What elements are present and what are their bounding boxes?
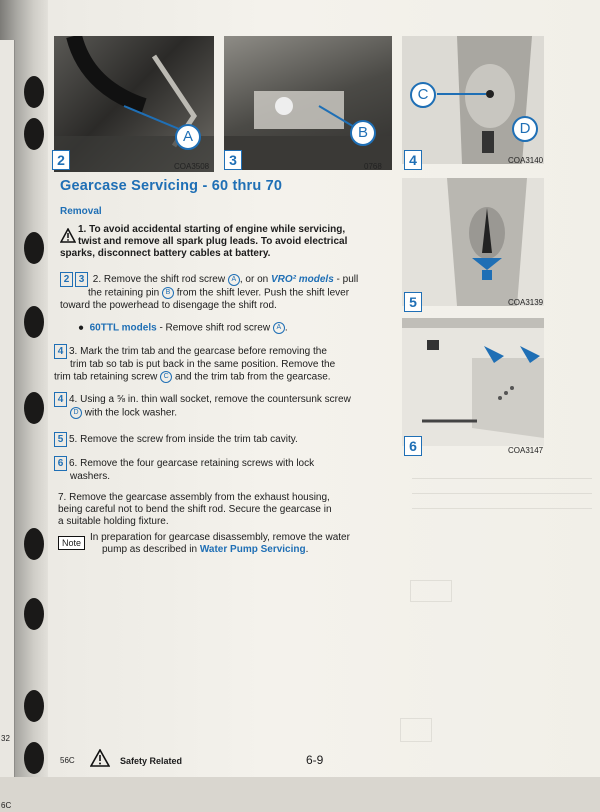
section-subtitle: Removal [60, 206, 102, 217]
callout-ref: B [162, 287, 174, 299]
figure-2-photo [54, 36, 214, 172]
figure-number: 5 [404, 292, 422, 312]
figure-5-photo [402, 178, 544, 306]
figure-ref-box: 2 [60, 272, 73, 287]
margin-mark: 32 [1, 734, 10, 743]
underlying-page [0, 40, 15, 810]
figure-ref-box: 6 [54, 456, 67, 471]
engine-hose-illustration [54, 36, 214, 172]
callout-a: A [175, 124, 201, 150]
page-number: 6-9 [306, 753, 324, 767]
step-text: toward the powerhead to disengage the shift rod. [60, 299, 277, 311]
figure-ref-box: 3 [75, 272, 88, 287]
step-text: a suitable holding fixture. [58, 516, 169, 527]
note-text: pump as described in [102, 544, 200, 555]
step-text: 3. Mark the trim tab and the gearcase before removing the [69, 346, 327, 358]
figure-ref-box: 4 [54, 392, 67, 407]
figure-ref-box: 4 [54, 344, 67, 359]
figure-number: 2 [52, 150, 70, 170]
footer-code: 56C [60, 756, 75, 765]
binder-hole [24, 232, 44, 264]
callout-ref: A [228, 274, 240, 286]
step-text: 7. Remove the gearcase assembly from the exhaust housing, [58, 492, 330, 503]
binder-hole [24, 118, 44, 150]
step-text: 5. Remove the screw from inside the trim tab cavity. [69, 434, 298, 446]
step-7 [58, 492, 386, 528]
bullet-text: - Remove shift rod screw [156, 322, 271, 334]
step-text: washers. [70, 471, 111, 482]
gearcase-illustration [402, 318, 544, 446]
figure-4-photo [402, 36, 544, 164]
note-text: . [305, 544, 309, 555]
figure-6-photo [402, 318, 544, 446]
binder-hole [24, 528, 44, 560]
figure-3-photo [224, 36, 392, 170]
figure-code: 0768 [364, 162, 382, 171]
callout-c: C [410, 82, 436, 108]
figure-ref-box: 5 [54, 432, 67, 447]
callout-ref: D [70, 407, 82, 419]
step-6 [54, 456, 384, 483]
figure-number: 4 [404, 150, 422, 170]
figure-code: COA3147 [508, 446, 544, 455]
step-text: from the shift lever. Push the shift lever [176, 287, 350, 299]
step-text: 6. Remove the four gearcase retaining screws with lock [69, 458, 315, 470]
step-4 [54, 392, 384, 420]
bullet-60ttl: ● 60TTL models - Remove shift rod screw A . [78, 322, 288, 334]
binder-hole [24, 392, 44, 424]
section-title: Gearcase Servicing - 60 thru 70 [60, 178, 283, 194]
margin-mark-2: 6C [1, 801, 12, 810]
step-text: trim tab retaining screw [54, 371, 158, 383]
binder-hole [24, 306, 44, 338]
model-ref: 60TTL models [89, 322, 157, 334]
shift-lever-illustration [224, 36, 392, 170]
model-ref: VRO² models [270, 274, 334, 286]
step-5 [54, 432, 298, 447]
figure-number: 6 [404, 436, 422, 456]
note-text: In preparation for gearcase disassembly, remove the water [90, 532, 350, 543]
note-label: Note [58, 536, 85, 550]
warning-line: sparks, disconnect battery cables at battery. [60, 248, 271, 259]
step-text: 4. Using a ⅝ in. thin wall socket, remove the countersunk screw [69, 394, 351, 406]
binder-hole [24, 76, 44, 108]
step-text: with the lock washer. [84, 407, 178, 419]
warning-block [60, 224, 386, 260]
figure-number: 3 [224, 150, 242, 170]
step-text: trim tab so tab is put back in the same position. Remove the [70, 359, 336, 370]
show-through-text [412, 468, 592, 513]
warning-line: twist and remove all spark plug leads. To avoid electrical [78, 236, 348, 247]
callout-ref: C [160, 371, 172, 383]
show-through-box [400, 718, 432, 742]
note-block [58, 532, 388, 556]
step-2 [60, 272, 390, 312]
figure-code: COA3140 [508, 156, 544, 165]
show-through-box [410, 580, 452, 602]
step-text: and the trim tab from the gearcase. [174, 371, 331, 383]
step-3 [54, 344, 382, 384]
step-text: , or on [239, 274, 269, 286]
binder-hole [24, 598, 44, 630]
binder-hole [24, 690, 44, 722]
figure-code: COA3508 [174, 162, 210, 171]
callout-ref: A [273, 322, 285, 334]
step-text: being careful not to bend the shift rod. Secure the gearcase in [58, 504, 332, 515]
warning-triangle-icon [60, 228, 76, 247]
safety-triangle-icon [90, 749, 110, 772]
step-text: the retaining pin [88, 287, 160, 299]
step-text: - pull [333, 274, 359, 286]
binder-edge [0, 0, 48, 810]
figure-code: COA3139 [508, 298, 544, 307]
warning-line: 1. To avoid accidental starting of engine while servicing, [78, 224, 346, 235]
callout-b: B [350, 120, 376, 146]
cavity-screw-illustration [402, 178, 544, 306]
cross-reference-link[interactable]: Water Pump Servicing [199, 544, 306, 555]
binder-hole [24, 742, 44, 774]
footer-safety-label: Safety Related [120, 756, 183, 766]
step-text: 2. Remove the shift rod screw [92, 274, 226, 286]
callout-d: D [512, 116, 538, 142]
